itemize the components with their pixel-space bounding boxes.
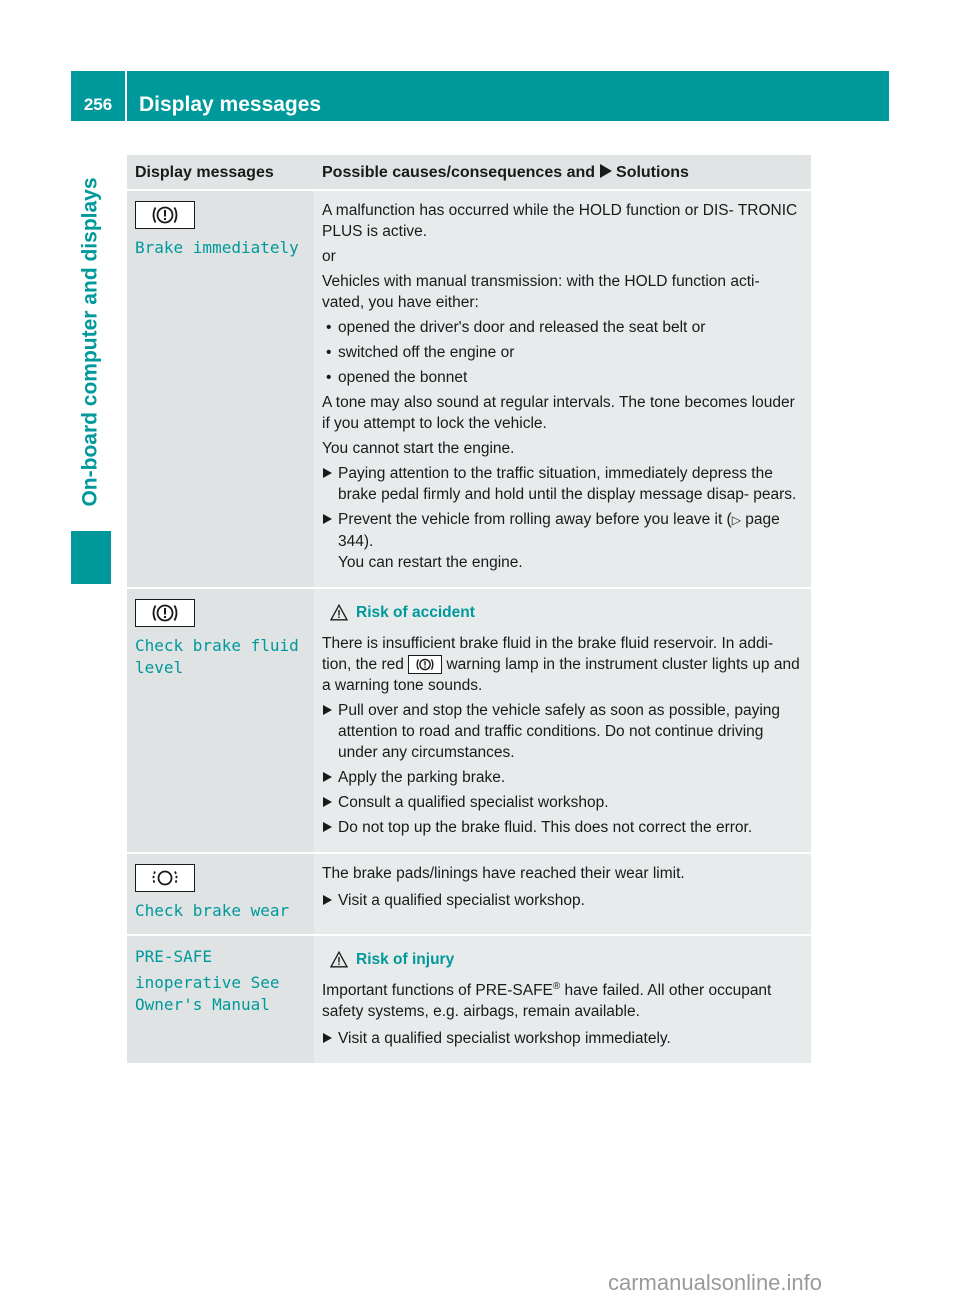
step-text: Pull over and stop the vehicle safely as soon as possible, paying attention to road and traffic conditions. Do not continue driving under any circumstances. xyxy=(338,702,781,761)
display-line: inoperative See xyxy=(135,973,280,992)
watermark: carmanualsonline.info xyxy=(607,1270,823,1295)
page-reference[interactable]: page 344). xyxy=(338,511,780,550)
cause-text-part: warning lamp in the instrument cluster lights up and a warning tone sounds. xyxy=(322,656,800,694)
arrow-step-icon xyxy=(323,822,332,832)
step-text: Visit a qualified specialist workshop. xyxy=(338,892,585,909)
solution-step xyxy=(322,792,805,813)
display-line: Brake immediately xyxy=(135,238,299,257)
step-text: Consult a qualified specialist workshop. xyxy=(338,794,609,811)
brake-wear-icon xyxy=(135,864,195,892)
side-tab xyxy=(71,152,111,532)
solution-step xyxy=(322,767,805,788)
brake-warning-icon xyxy=(135,599,195,627)
display-text xyxy=(135,635,306,679)
solution-cell xyxy=(314,935,811,1063)
bullet-item: • opened the bonnet xyxy=(322,367,805,388)
solution-step xyxy=(322,817,805,838)
bullet-item: • opened the driver's door and released the seat belt or xyxy=(322,317,805,338)
column-header-prefix: Possible causes/consequences and xyxy=(322,164,596,181)
step-text: Apply the parking brake. xyxy=(338,769,506,786)
solution-step xyxy=(322,700,805,763)
solution-cell xyxy=(314,853,811,935)
cause-text: or xyxy=(322,248,336,265)
page-ref-triangle-icon: ▷ xyxy=(731,513,741,527)
page-header xyxy=(71,71,889,121)
cause-text: A tone may also sound at regular intervals. The tone becomes louder if you attempt to lock the vehicle. xyxy=(322,394,795,432)
side-tab-marker xyxy=(71,531,111,584)
cause-text: The brake pads/linings have reached their wear limit. xyxy=(322,865,685,882)
solution-step xyxy=(322,1028,805,1049)
display-message-cell xyxy=(127,935,314,1063)
cause-text-part: have failed. All other occupant safety systems, e.g. airbags, remain available. xyxy=(322,982,772,1020)
registered-mark: ® xyxy=(552,980,561,992)
table-row xyxy=(127,853,811,935)
warning-heading xyxy=(322,602,805,623)
cause-text xyxy=(322,980,805,1022)
display-line: Owner's Manual xyxy=(135,995,270,1014)
display-line: Check brake fluid xyxy=(135,636,299,655)
display-text xyxy=(135,237,306,259)
display-message-cell xyxy=(127,853,314,935)
table-row xyxy=(127,935,811,1063)
warning-heading xyxy=(322,949,805,970)
brake-warning-icon xyxy=(135,201,195,229)
warning-triangle-icon xyxy=(330,604,348,621)
page-number: 256 xyxy=(83,95,113,114)
cause-text xyxy=(322,633,805,696)
display-line: Check brake wear xyxy=(135,901,290,920)
cause-text: Vehicles with manual transmission: with the HOLD function acti- vated, you have either: xyxy=(322,273,760,311)
column-header-display-messages: Display messages xyxy=(127,155,314,190)
table-row xyxy=(127,190,811,588)
arrow-step-icon xyxy=(323,705,332,715)
step-text: Prevent the vehicle from rolling away before you leave it ( xyxy=(338,511,732,528)
arrow-step-icon xyxy=(600,164,612,178)
arrow-step-icon xyxy=(323,895,332,905)
bullet-item: • switched off the engine or xyxy=(322,342,805,363)
step-text: You can restart the engine. xyxy=(338,554,523,571)
display-messages-table xyxy=(127,155,811,1063)
side-tab-label: On-board computer and displays xyxy=(79,177,102,507)
solution-step xyxy=(322,890,805,911)
display-line: PRE-SAFE xyxy=(135,947,213,966)
solution-step xyxy=(322,463,805,505)
arrow-step-icon xyxy=(323,797,332,807)
brake-warning-icon xyxy=(408,655,442,674)
display-message-cell xyxy=(127,588,314,853)
cause-text: You cannot start the engine. xyxy=(322,440,515,457)
cause-text-part: Important functions of PRE-SAFE xyxy=(322,982,553,999)
step-text: Visit a qualified specialist workshop immediately. xyxy=(338,1030,671,1047)
warning-text: Risk of injury xyxy=(356,951,455,968)
page-title: Display messages xyxy=(139,93,322,116)
arrow-step-icon xyxy=(323,1033,332,1043)
warning-text: Risk of accident xyxy=(356,604,475,621)
warning-triangle-icon xyxy=(330,951,348,968)
solution-cell xyxy=(314,190,811,588)
display-text xyxy=(135,946,306,1016)
column-header-causes-solutions xyxy=(314,155,811,190)
table-row xyxy=(127,588,811,853)
display-message-cell xyxy=(127,190,314,588)
arrow-step-icon xyxy=(323,468,332,478)
step-text: Do not top up the brake fluid. This does not correct the error. xyxy=(338,819,753,836)
step-text: Paying attention to the traffic situation, immediately depress the brake pedal firmly and hold until the display message disap- pears. xyxy=(338,465,797,503)
arrow-step-icon xyxy=(323,772,332,782)
solution-cell xyxy=(314,588,811,853)
display-line: level xyxy=(135,658,184,677)
display-text xyxy=(135,900,306,922)
cause-text: A malfunction has occurred while the HOLD function or DIS- TRONIC PLUS is active. xyxy=(322,202,798,240)
arrow-step-icon xyxy=(323,514,332,524)
column-header-suffix: Solutions xyxy=(616,164,689,181)
solution-step xyxy=(322,509,805,573)
cause-text-part: There is insufficient brake fluid in the brake fluid reservoir. In addi- tion, the red xyxy=(322,635,774,673)
